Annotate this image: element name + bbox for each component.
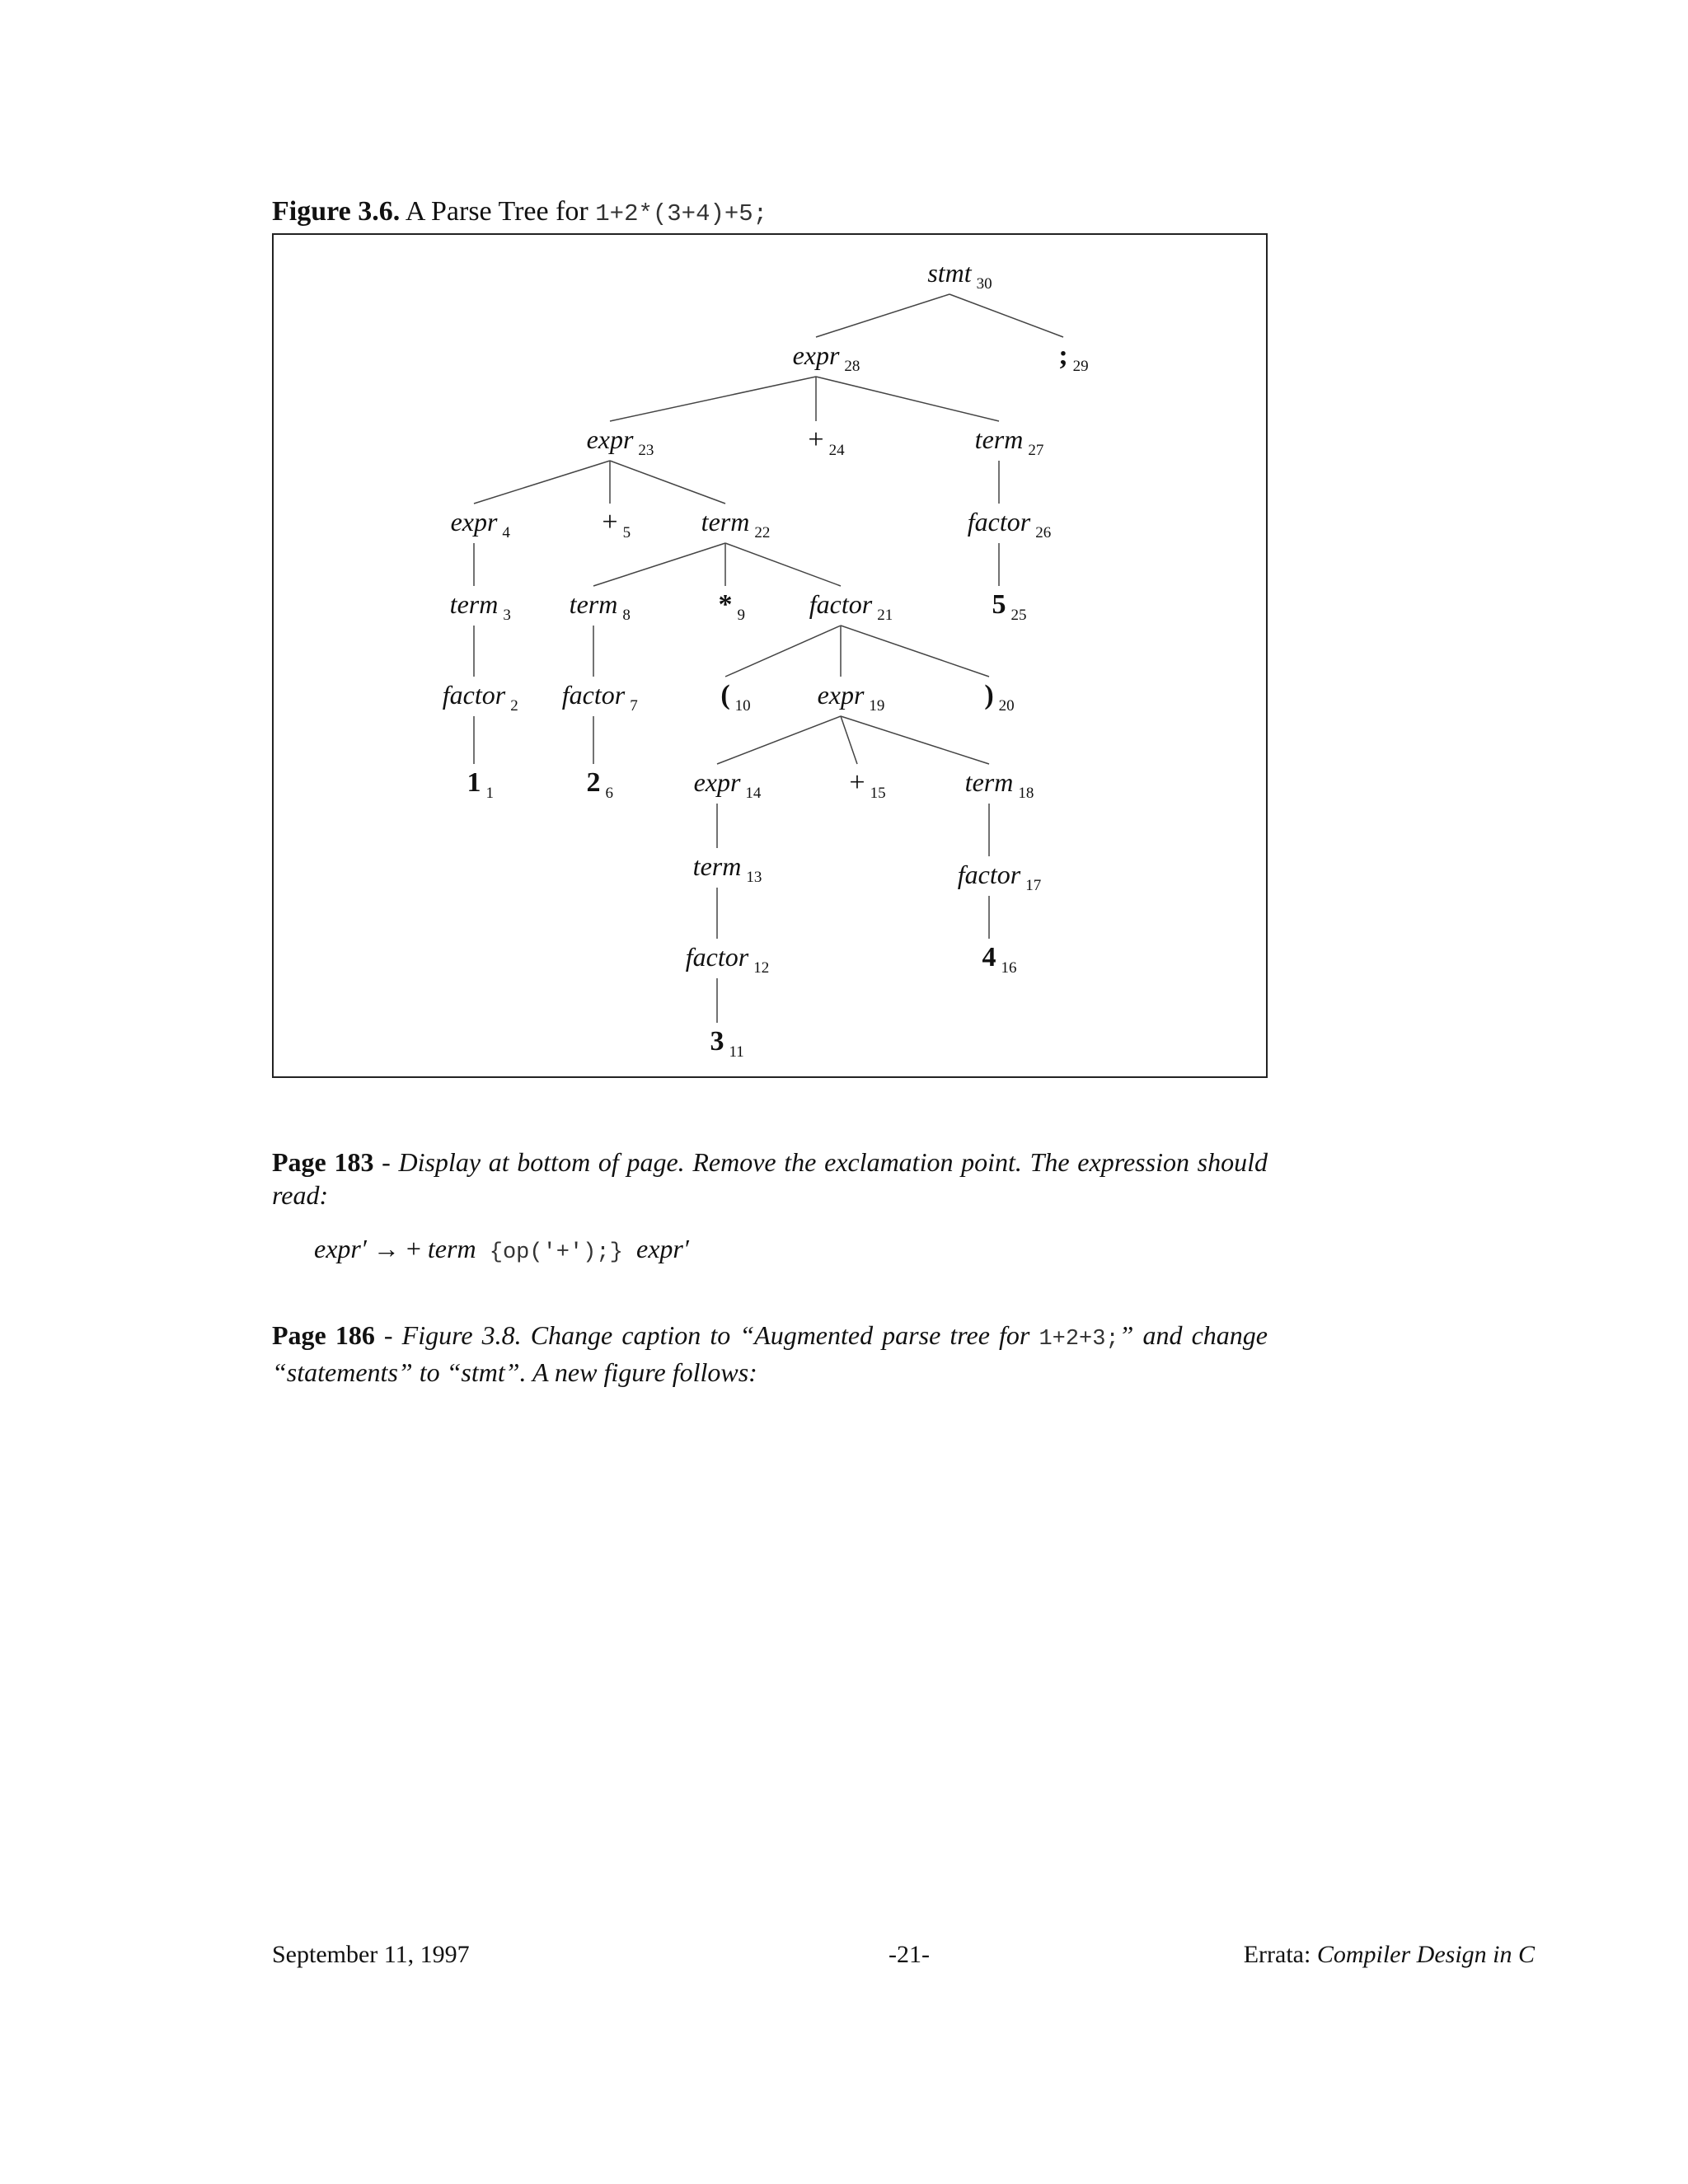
tree-node-label: stmt xyxy=(927,258,972,288)
tree-node-index: 22 xyxy=(754,524,771,541)
tree-node-label: expr xyxy=(586,424,634,454)
figure-caption xyxy=(272,196,767,227)
tree-node xyxy=(984,680,1014,721)
footer-title xyxy=(1244,1941,1535,1969)
tree-node-label: term xyxy=(701,507,750,537)
tree-node xyxy=(587,424,654,466)
tree-node-index: 27 xyxy=(1028,442,1044,459)
tree-node-index: 29 xyxy=(1072,358,1089,375)
tree-node xyxy=(968,507,1051,548)
tree-node xyxy=(562,680,638,721)
tree-node xyxy=(965,767,1034,808)
expr-term: term xyxy=(427,1234,476,1263)
expr-prime-right: expr′ xyxy=(636,1234,689,1263)
tree-node-label: expr xyxy=(817,680,865,710)
figure-caption-text: A Parse Tree for xyxy=(405,196,596,227)
tree-node-index: 19 xyxy=(869,697,885,715)
tree-edge xyxy=(610,461,725,504)
page-183-note xyxy=(272,1146,1268,1212)
tree-node-index: 6 xyxy=(605,785,613,802)
tree-node-label: ) xyxy=(984,680,994,710)
tree-edge xyxy=(725,543,841,586)
tree-node xyxy=(720,680,750,721)
tree-node-index: 20 xyxy=(998,697,1015,715)
tree-node-label: ; xyxy=(1058,340,1068,371)
tree-node-label: expr xyxy=(792,340,840,370)
tree-node-label: factor xyxy=(967,507,1031,537)
footer-title-italic: Compiler Design in C xyxy=(1316,1941,1535,1968)
footer-page-number: -21- xyxy=(889,1941,930,1968)
tree-edge xyxy=(610,377,816,421)
tree-node-index: 11 xyxy=(729,1043,744,1061)
expr-action-code: {op('+');} xyxy=(476,1240,636,1265)
tree-edge xyxy=(725,626,841,677)
tree-node xyxy=(570,589,631,630)
tree-node-index: 10 xyxy=(734,697,751,715)
tree-node-index: 16 xyxy=(1001,959,1017,977)
figure-label: Figure 3.6. xyxy=(272,196,401,227)
tree-node-label: + xyxy=(849,767,865,798)
tree-node-label: term xyxy=(964,767,1014,797)
tree-edge xyxy=(841,716,989,764)
tree-node xyxy=(686,942,769,983)
tree-node-label: term xyxy=(692,851,742,881)
tree-edge xyxy=(816,377,999,421)
page-186-sep: - xyxy=(374,1320,402,1350)
tree-node-index: 4 xyxy=(502,524,510,541)
tree-node xyxy=(849,767,885,808)
tree-node-index: 23 xyxy=(638,442,654,459)
tree-node-index: 18 xyxy=(1018,785,1034,802)
tree-node-index: 26 xyxy=(1035,524,1052,541)
tree-node xyxy=(701,507,771,548)
tree-node-index: 7 xyxy=(630,697,638,715)
footer-title-prefix: Errata: xyxy=(1243,1941,1317,1968)
tree-node xyxy=(587,767,614,808)
tree-node-index: 25 xyxy=(1010,607,1027,624)
tree-node-label: factor xyxy=(442,680,506,710)
tree-node xyxy=(818,680,885,721)
page-186-note xyxy=(272,1319,1268,1389)
tree-node-index: 13 xyxy=(746,869,762,886)
tree-node-label: 4 xyxy=(982,942,996,972)
tree-node xyxy=(467,767,495,808)
tree-node-label: * xyxy=(718,589,733,620)
page-186-text-2: ” and change “statements” to “stmt”. A new figure follows: xyxy=(272,1320,1268,1387)
tree-node xyxy=(443,680,518,721)
tree-node-index: 8 xyxy=(622,607,631,624)
tree-node-index: 28 xyxy=(844,358,860,375)
tree-node-label: expr xyxy=(450,507,498,537)
expression-display xyxy=(314,1234,689,1265)
tree-node-index: 14 xyxy=(745,785,762,802)
page-186-label: Page 186 xyxy=(272,1320,375,1350)
tree-node xyxy=(982,942,1017,983)
tree-node-label: term xyxy=(974,424,1024,454)
tree-edge xyxy=(474,461,610,504)
tree-node xyxy=(450,589,511,630)
tree-node-index: 3 xyxy=(503,607,511,624)
tree-node xyxy=(693,851,762,893)
tree-edge xyxy=(841,626,989,677)
tree-node-label: factor xyxy=(561,680,626,710)
tree-node-index: 2 xyxy=(510,697,518,715)
tree-edge xyxy=(950,294,1063,337)
tree-node xyxy=(808,424,844,466)
page-183-sep: - xyxy=(373,1147,399,1177)
tree-node xyxy=(1058,340,1088,382)
tree-node-label: factor xyxy=(957,860,1021,889)
tree-edge xyxy=(593,543,725,586)
arrow-plus: → + xyxy=(366,1234,428,1263)
tree-node xyxy=(992,589,1027,630)
page-183-text: Display at bottom of page. Remove the exclamation point. The expression should read: xyxy=(272,1147,1268,1210)
tree-node xyxy=(602,507,631,548)
page-186-code: 1+2+3; xyxy=(1039,1327,1119,1352)
tree-node-label: term xyxy=(569,589,618,619)
tree-node-label: + xyxy=(808,424,824,455)
page-183-label: Page 183 xyxy=(272,1147,374,1177)
tree-node xyxy=(710,1026,744,1067)
tree-node-label: 2 xyxy=(586,767,601,798)
figure-caption-code: 1+2*(3+4)+5; xyxy=(595,200,768,227)
parse-tree-edges xyxy=(274,235,1266,1076)
parse-tree-figure xyxy=(272,233,1268,1078)
tree-node xyxy=(451,507,510,548)
tree-edge xyxy=(816,294,950,337)
tree-node xyxy=(958,860,1041,901)
tree-node-label: ( xyxy=(720,680,730,710)
tree-node-index: 30 xyxy=(976,275,992,293)
tree-node xyxy=(719,589,746,630)
tree-node-label: factor xyxy=(685,942,749,972)
tree-edge xyxy=(717,716,841,764)
tree-node-index: 12 xyxy=(753,959,770,977)
tree-node-label: 5 xyxy=(992,589,1006,620)
tree-node xyxy=(927,258,992,299)
tree-node xyxy=(694,767,762,808)
tree-node-label: + xyxy=(602,507,618,537)
tree-node xyxy=(809,589,893,630)
tree-node-index: 9 xyxy=(737,607,745,624)
tree-node-label: term xyxy=(449,589,499,619)
tree-node xyxy=(975,424,1044,466)
tree-node-label: expr xyxy=(693,767,741,797)
tree-node-index: 17 xyxy=(1025,877,1042,894)
tree-node-index: 15 xyxy=(870,785,886,802)
tree-node-index: 21 xyxy=(877,607,893,624)
tree-node-label: 3 xyxy=(710,1026,724,1057)
tree-node-index: 5 xyxy=(622,524,631,541)
expr-prime-left: expr′ xyxy=(314,1234,367,1263)
tree-node-label: factor xyxy=(809,589,873,619)
tree-node-label: 1 xyxy=(467,767,481,798)
tree-node xyxy=(793,340,860,382)
tree-edge xyxy=(841,716,857,764)
tree-node-index: 1 xyxy=(485,785,494,802)
page-186-text-1: Figure 3.8. Change caption to “Augmented parse tree for xyxy=(401,1320,1039,1350)
footer-date: September 11, 1997 xyxy=(272,1941,470,1968)
tree-node-index: 24 xyxy=(828,442,845,459)
